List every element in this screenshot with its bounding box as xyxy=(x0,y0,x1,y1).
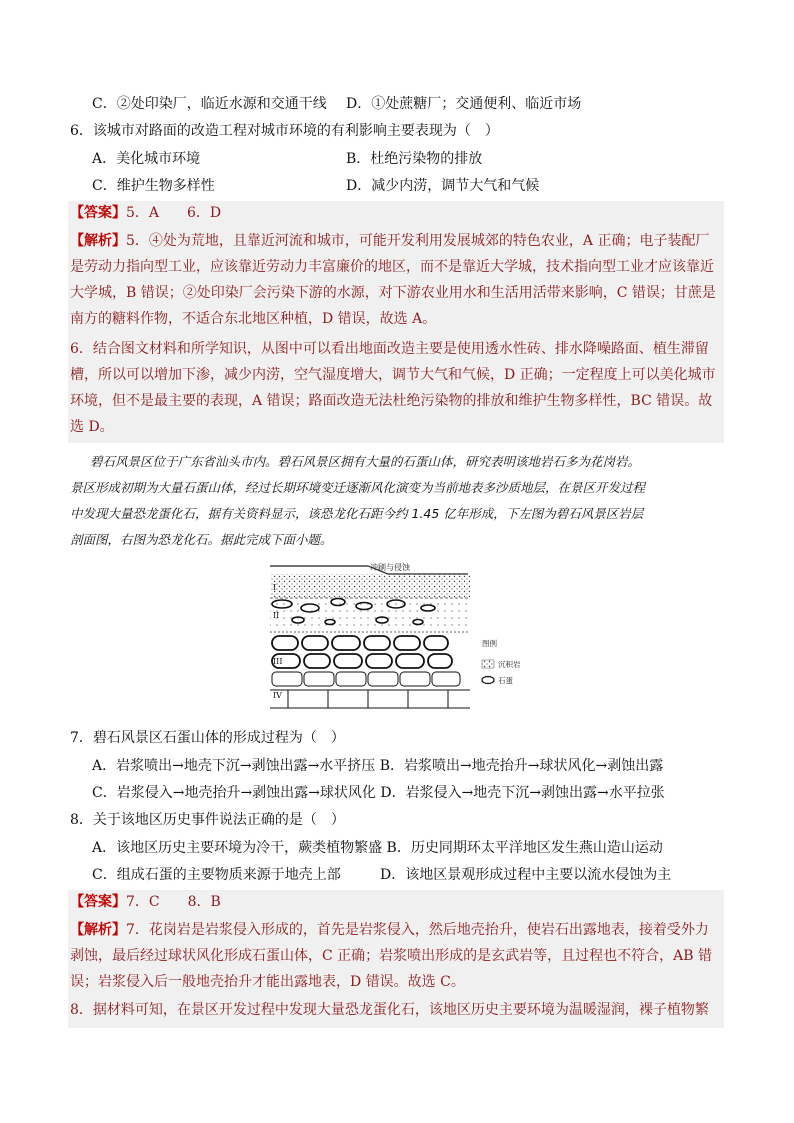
svg-text:IV: IV xyxy=(273,691,282,700)
q6-stem: 6．该城市对路面的改造工程对城市环境的有利影响主要表现为（ ） xyxy=(70,123,499,139)
analysis-2-line-1: 【解析】7．花岗岩是岩浆侵入形成的，首先是岩浆侵入，然后地壳抬升，使岩石出露地表，接着受外力 xyxy=(70,922,709,938)
q7-options-cd: C．岩浆侵入→地壳抬升→剥蚀出露→球状风化 D．岩浆侵入→地壳下沉→剥蚀出露→水平拉张 xyxy=(92,785,665,801)
q8-option-c: C．组成石蛋的主要物质来源于地壳上部 xyxy=(92,867,341,883)
strata-profile-figure xyxy=(268,560,526,712)
svg-text:I: I xyxy=(273,583,277,592)
analysis-2-line-2: 剥蚀，最后经过球状风化形成石蛋山体，C 正确；岩浆喷出形成的是玄武岩等，且过程也不符合，AB 错 xyxy=(70,948,713,964)
analysis-1-line-2: 是劳动力指向型工业，应该靠近劳动力丰富廉价的地区，而不是靠近大学城，技术指向型工业才应该靠近 xyxy=(70,259,714,275)
analysis-2-line-3: 误；岩浆侵入后一般地壳抬升才能出露地表，D 错误。故选 C。 xyxy=(70,974,465,990)
analysis-1-line-7: 环境，但不是最主要的表现，A 错误；路面改造无法杜绝污染物的排放和维护生物多样性，BC 错误。故 xyxy=(70,393,713,409)
layer-1-sediment xyxy=(270,574,470,598)
legend-egg: 石蛋 xyxy=(498,676,513,685)
answer-analysis-block-2 xyxy=(68,890,724,1028)
material-line-1: 碧石风景区位于广东省汕头市内。碧石风景区拥有大量的石蛋山体，研究表明该地岩石多为花岗岩。 xyxy=(90,454,641,469)
analysis-tag: 【解析】 xyxy=(70,922,126,938)
q6-option-c: C．维护生物多样性 xyxy=(92,178,215,194)
legend-title: 图例 xyxy=(482,639,497,648)
q8-option-d: D．该地区景观形成过程中主要以流水侵蚀为主 xyxy=(380,867,672,883)
erosion-label: 冲刷与侵蚀 xyxy=(370,563,410,572)
q6-option-d: D．减少内涝，调节大气和气候 xyxy=(346,178,540,194)
q8-stem: 8．关于该地区历史事件说法正确的是（ ） xyxy=(70,812,345,828)
answer-text: 5．A 6．D xyxy=(126,205,222,221)
analysis-1-line-6: 槽，所以可以增加下渗，减少内涝，空气湿度增大，调节大气和气候，D 正确；一定程度上可以美化城市 xyxy=(70,367,716,383)
material-line-2: 景区形成初期为大量石蛋山体，经过长期环境变迁逐渐风化演变为当前地表多沙质地层，在景区开发过程 xyxy=(70,480,646,495)
material-line-4: 剖面图，右图为恐龙化石。据此完成下面小题。 xyxy=(70,532,333,547)
analysis-1-line-1: 【解析】5．④处为荒地，且靠近河流和城市，可能开发利用发展城郊的特色农业，A 正确；电子装配厂 xyxy=(70,233,710,249)
q6-option-b: B．杜绝污染物的排放 xyxy=(346,151,483,167)
analysis-1-line-8: 选 D。 xyxy=(70,419,114,435)
analysis-1-line-4: 南方的糖料作物，不适合东北地区种植，D 错误，故选 A。 xyxy=(70,311,437,327)
material-line-3: 中发现大量恐龙蛋化石，据有关资料显示，该恐龙化石距今约 1.45 亿年形成，下左图为碧石风景区岩层 xyxy=(70,506,644,521)
q6-option-a: A．美化城市环境 xyxy=(92,151,201,167)
answer-2 xyxy=(70,892,221,912)
svg-text:III: III xyxy=(273,657,283,666)
analysis-1-line-5: 6．结合图文材料和所学知识，从图中可以看出地面改造主要是使用透水性砖、排水降噪路面、植生滞留 xyxy=(70,341,709,357)
q8-options-ab: A．该地区历史主要环境为冷干，蕨类植物繁盛 B．历史同期环太平洋地区发生燕山造山运动 xyxy=(92,840,663,856)
answer-tag: 【答案】 xyxy=(70,894,126,910)
answer-analysis-block-1 xyxy=(68,201,724,443)
analysis-tag: 【解析】 xyxy=(70,233,126,249)
svg-text:II: II xyxy=(273,611,280,620)
q5-option-c: C．②处印染厂，临近水源和交通干线 xyxy=(92,96,327,112)
q5-option-d: D．①处蔗糖厂；交通便利、临近市场 xyxy=(346,96,582,112)
answer-1 xyxy=(70,203,221,223)
q7-options-ab: A．岩浆喷出→地壳下沉→剥蚀出露→水平挤压 B．岩浆喷出→地壳抬升→球状风化→剥蚀出露 xyxy=(92,758,664,774)
legend-sediment: 沉积岩 xyxy=(498,660,521,669)
answer-tag: 【答案】 xyxy=(70,205,126,221)
analysis-2-line-4: 8．据材料可知，在景区开发过程中发现大量恐龙蛋化石，该地区历史主要环境为温暖湿润，裸子植物繁 xyxy=(70,1002,709,1018)
q7-stem: 7．碧石风景区石蛋山体的形成过程为（ ） xyxy=(70,730,345,746)
analysis-1-line-3: 大学城，B 错误；②处印染厂会污染下游的水源，对下游农业用水和生活用活带来影响，C 错误；甘蔗是 xyxy=(70,285,716,301)
answer-text: 7．C 8．B xyxy=(126,894,221,910)
